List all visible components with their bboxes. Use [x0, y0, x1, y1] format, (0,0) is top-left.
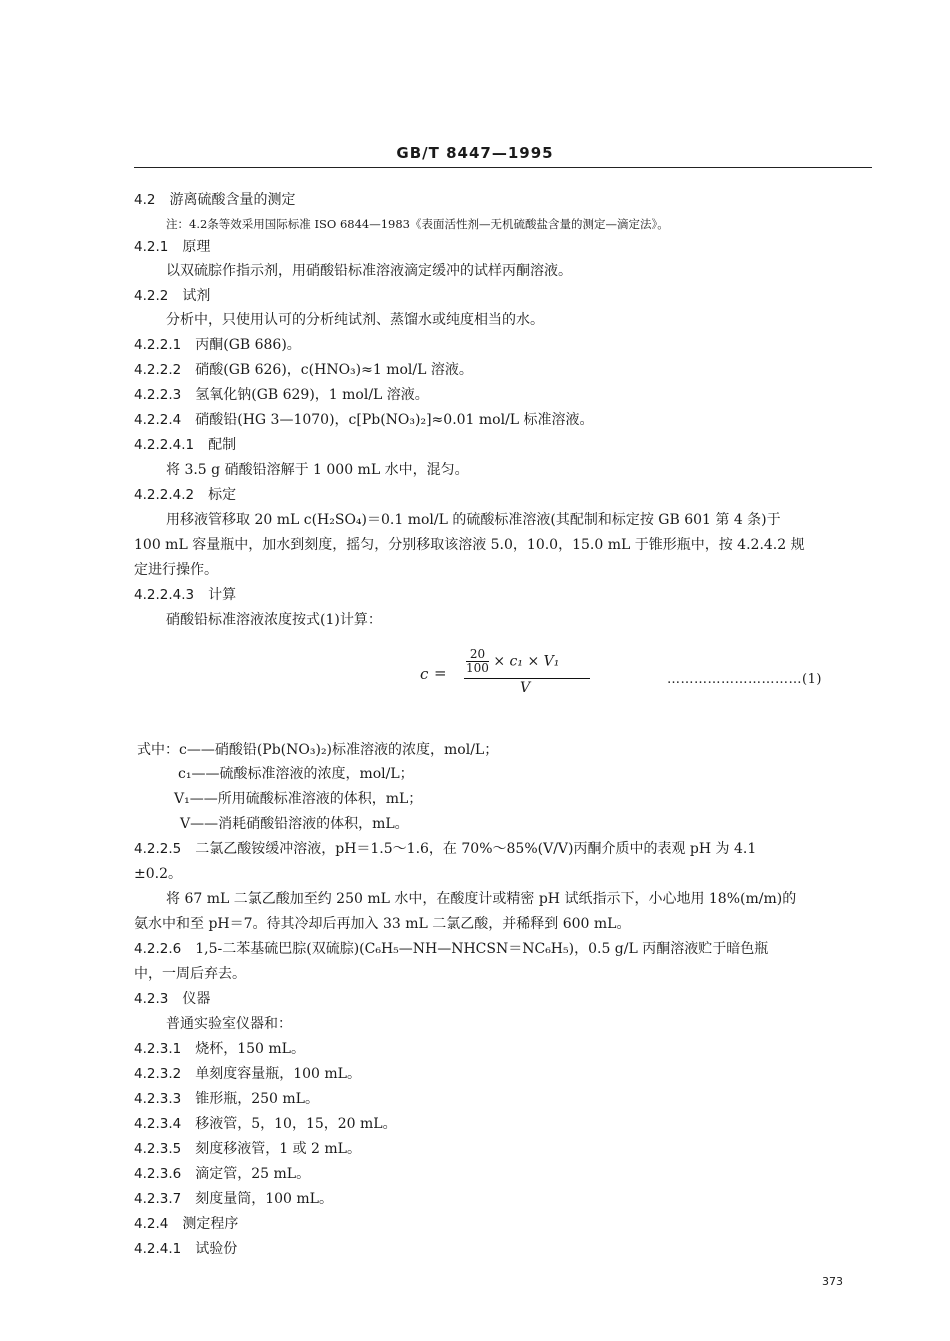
standard-header: GB/T 8447—1995	[396, 144, 554, 162]
header-rule	[134, 167, 872, 168]
clause: 4.2.3.7 刻度量筒，100 mL。	[134, 1191, 333, 1207]
clause: 4.2.2.1 丙酮(GB 686)。	[134, 337, 301, 353]
section-heading: 4.2.3 仪器	[134, 991, 211, 1007]
section-note: 注：4.2条等效采用国际标准 ISO 6844—1983《表面活性剂—无机硫酸盐含量的测定—滴定法》。	[166, 217, 669, 231]
clause: 4.2.2.5 二氯乙酸铵缓冲溶液，pH＝1.5～1.6，在 70%～85%(V/V)丙酮介质中的表观 pH 为 4.1	[134, 841, 757, 857]
clause: 4.2.2.4.1 配制	[134, 437, 237, 453]
paragraph: 普通实验室仪器和：	[166, 1016, 292, 1032]
clause: 4.2.3.4 移液管，5，10，15，20 mL。	[134, 1116, 397, 1132]
clause: 4.2.4.1 试验份	[134, 1241, 238, 1257]
formula-lhs: c	[420, 665, 429, 683]
equation-number: …………………………(1)	[667, 672, 822, 687]
formula-numerator: $\frac{20}{100}$ × c₁ × V₁	[466, 647, 560, 675]
section-heading: 4.2 游离硫酸含量的测定	[134, 192, 296, 208]
section-heading: 4.2.2 试剂	[134, 288, 211, 304]
formula-1	[420, 648, 580, 698]
paragraph: 100 mL 容量瓶中，加水到刻度，摇匀，分别移取该溶液 5.0，10.0，15.0 mL 于锥形瓶中，按 4.2.4.2 规	[134, 537, 805, 553]
formula-equals: =	[434, 664, 447, 682]
definition-line: V₁——所用硫酸标准溶液的体积，mL；	[174, 791, 423, 807]
clause: 4.2.2.4.3 计算	[134, 587, 237, 603]
paragraph: 硝酸铅标准溶液浓度按式(1)计算：	[166, 612, 382, 628]
paragraph: 以双硫腙作指示剂，用硝酸铅标准溶液滴定缓冲的试样丙酮溶液。	[166, 263, 572, 279]
paragraph: 中，一周后弃去。	[134, 966, 246, 982]
page-number: 373	[822, 1275, 843, 1288]
formula-fraction-bar	[464, 678, 590, 679]
definition-line: V——消耗硝酸铅溶液的体积，mL。	[180, 816, 409, 832]
formula-fraction: $\frac{20}{100}$	[466, 647, 489, 675]
paragraph: 氨水中和至 pH＝7。待其冷却后再加入 33 mL 二氯乙酸，并稀释到 600 mL。	[134, 916, 631, 932]
paragraph: 将 3.5 g 硝酸铅溶解于 1 000 mL 水中，混匀。	[166, 462, 469, 478]
clause: 4.2.3.3 锥形瓶，250 mL。	[134, 1091, 319, 1107]
paragraph: 用移液管移取 20 mL c(H₂SO₄)＝0.1 mol/L 的硫酸标准溶液(其配制和标定按 GB 601 第 4 条)于	[166, 512, 781, 528]
definition-line: 式中：c——硝酸铅(Pb(NO₃)₂)标准溶液的浓度，mol/L；	[137, 742, 499, 758]
definition-line: c₁——硫酸标准溶液的浓度，mol/L；	[178, 766, 414, 782]
clause: 4.2.3.2 单刻度容量瓶，100 mL。	[134, 1066, 361, 1082]
clause: 4.2.2.4.2 标定	[134, 487, 237, 503]
paragraph: ±0.2。	[134, 866, 182, 882]
clause: 4.2.3.6 滴定管，25 mL。	[134, 1166, 311, 1182]
paragraph: 分析中，只使用认可的分析纯试剂、蒸馏水或纯度相当的水。	[166, 312, 544, 328]
clause: 4.2.2.6 1,5-二苯基硫巴腙(双硫腙)(C₆H₅—NH—NHCSN＝NC₆H₅)，0.5 g/L 丙酮溶液贮于暗色瓶	[134, 941, 769, 957]
formula-denominator: V	[520, 680, 531, 696]
section-heading: 4.2.4 测定程序	[134, 1216, 239, 1232]
paragraph: 将 67 mL 二氯乙酸加至约 250 mL 水中，在酸度计或精密 pH 试纸指示下，小心地用 18%(m/m)的	[166, 891, 797, 907]
clause: 4.2.2.2 硝酸(GB 626)，c(HNO₃)≈1 mol/L 溶液。	[134, 362, 473, 378]
clause: 4.2.3.5 刻度移液管，1 或 2 mL。	[134, 1141, 361, 1157]
clause: 4.2.2.4 硝酸铅(HG 3—1070)，c[Pb(NO₃)₂]≈0.01 mol/L 标准溶液。	[134, 412, 594, 428]
section-heading: 4.2.1 原理	[134, 239, 211, 255]
clause: 4.2.2.3 氢氧化钠(GB 629)，1 mol/L 溶液。	[134, 387, 429, 403]
paragraph: 定进行操作。	[134, 562, 218, 578]
clause: 4.2.3.1 烧杯，150 mL。	[134, 1041, 305, 1057]
